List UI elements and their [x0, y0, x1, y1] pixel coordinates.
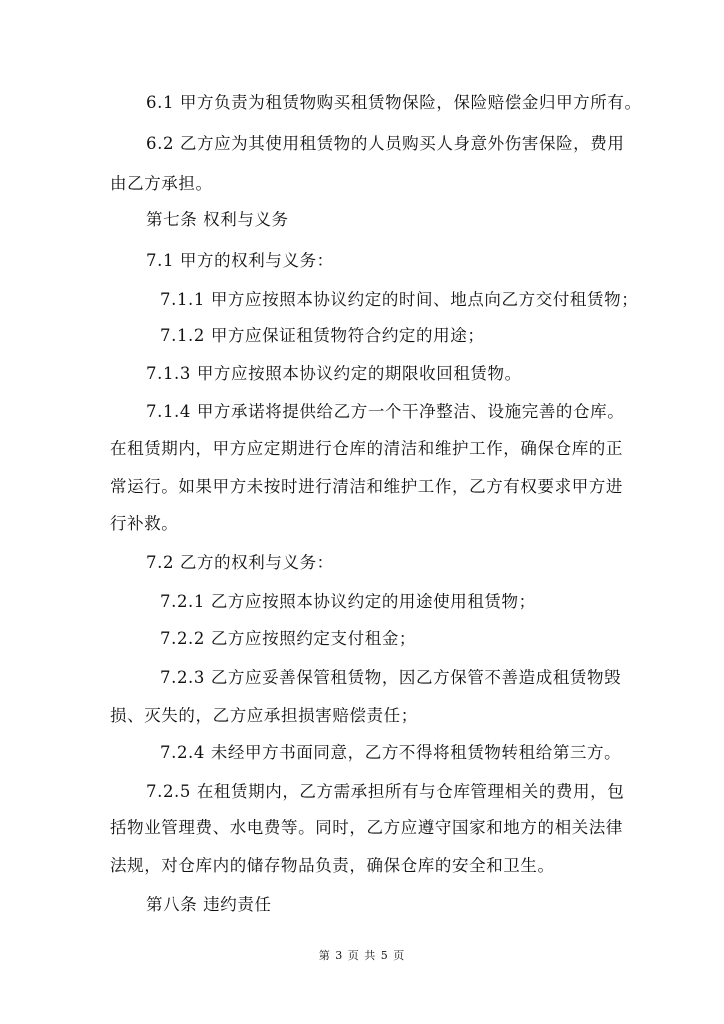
clause-7-2-5: 7.2.5 在租赁期内，乙方需承担所有与仓库管理相关的费用，包: [146, 782, 625, 801]
clause-7-2-2: 7.2.2 乙方应按照约定支付租金；: [160, 629, 417, 648]
clause-7-1-2: 7.1.2 甲方应保证租赁物符合约定的用途；: [160, 326, 485, 345]
clause-7-2-3-continued: 损、灭失的，乙方应承担损害赔偿责任；: [110, 706, 418, 725]
clause-7-2-4: 7.2.4 未经甲方书面同意，乙方不得将租赁物转租给第三方。: [160, 743, 622, 762]
clause-7-1-4-line-2: 在租赁期内，甲方应定期进行仓库的清洁和维护工作，确保仓库的正: [110, 439, 623, 458]
clause-7-2: 7.2 乙方的权利与义务：: [146, 553, 334, 572]
clause-6-2: 6.2 乙方应为其使用租赁物的人员购买人身意外伤害保险，费用: [146, 134, 625, 153]
clause-6-1: 6.1 甲方负责为租赁物购买租赁物保险，保险赔偿金归甲方所有。: [146, 93, 642, 112]
clause-7-1: 7.1 甲方的权利与义务：: [146, 251, 334, 270]
clause-7-2-1: 7.2.1 乙方应按照本协议约定的用途使用租赁物；: [160, 592, 536, 611]
clause-6-2-continued: 由乙方承担。: [110, 174, 213, 193]
clause-7-2-5-line-2: 括物业管理费、水电费等。同时，乙方应遵守国家和地方的相关法律: [110, 818, 623, 837]
clause-7-1-4: 7.1.4 甲方承诺将提供给乙方一个干净整洁、设施完善的仓库。: [146, 402, 625, 421]
article-7-heading: 第七条 权利与义务: [146, 210, 289, 229]
clause-7-1-4-line-4: 行补救。: [110, 514, 179, 533]
clause-7-1-4-line-3: 常运行。如果甲方未按时进行清洁和维护工作，乙方有权要求甲方进: [110, 477, 623, 496]
clause-7-2-5-line-3: 法规，对仓库内的储存物品负责，确保仓库的安全和卫生。: [110, 856, 555, 875]
clause-7-2-3: 7.2.3 乙方应妥善保管租赁物，因乙方保管不善造成租赁物毁: [160, 668, 622, 687]
clause-7-1-3: 7.1.3 甲方应按照本协议约定的期限收回租赁物。: [146, 364, 522, 383]
clause-7-1-1: 7.1.1 甲方应按照本协议约定的时间、地点向乙方交付租赁物；: [160, 290, 639, 309]
page-number-footer: 第 3 页 共 5 页: [318, 949, 406, 962]
article-8-heading: 第八条 违约责任: [146, 895, 272, 914]
